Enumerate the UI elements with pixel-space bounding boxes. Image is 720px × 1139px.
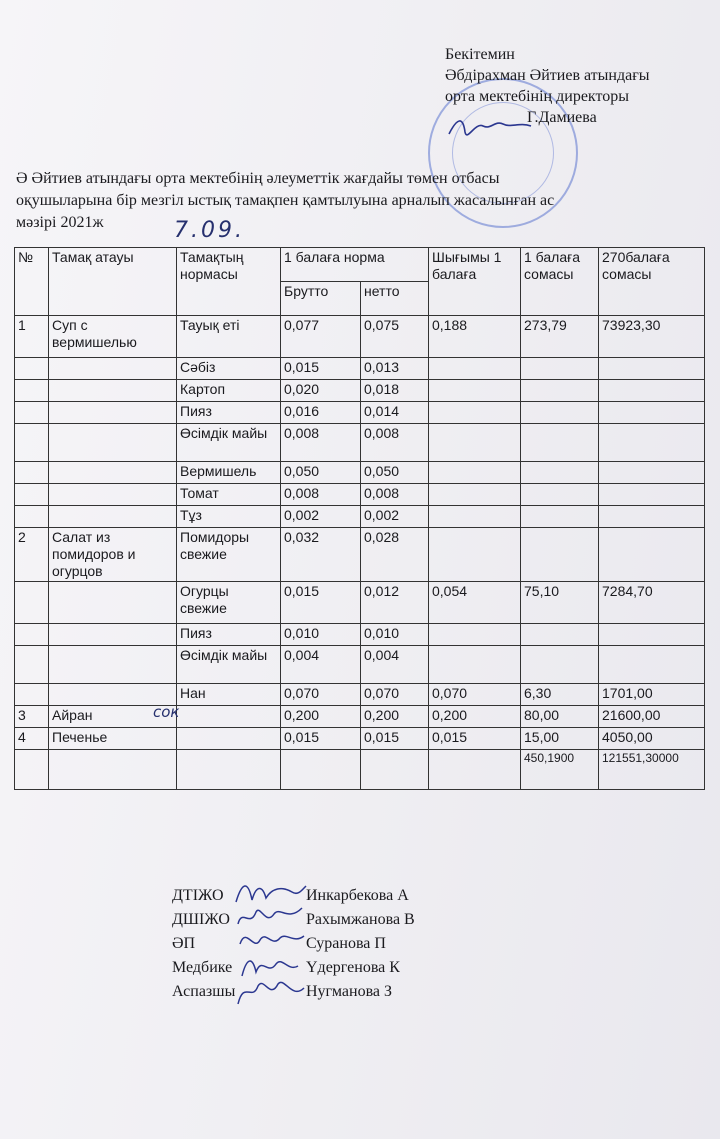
header-num: № [15, 248, 49, 316]
handwritten-note: сок [153, 703, 180, 721]
cell-dish [49, 380, 177, 402]
cell-dish: Айран сок [49, 706, 177, 728]
cell-num [15, 358, 49, 380]
header-per-child-cost: 1 балаға сомасы [521, 248, 599, 316]
cell-num [15, 750, 49, 790]
cell-netto: 0,014 [361, 402, 429, 424]
title-line-2: оқушыларына бір мезгіл ыстық тамақпен қамтылуына арналып жасалынған ас [16, 192, 555, 209]
header-brutto: Брутто [281, 282, 361, 316]
cell-cost270 [599, 506, 705, 528]
header-netto: нетто [361, 282, 429, 316]
cell-num: 4 [15, 728, 49, 750]
cell-cost270 [599, 528, 705, 582]
cell-yield: 0,200 [429, 706, 521, 728]
cell-dish: Салат из помидоров и огурцов [49, 528, 177, 582]
cell-cost270 [599, 424, 705, 462]
cell-cost270: 7284,70 [599, 582, 705, 624]
cell-netto: 0,200 [361, 706, 429, 728]
table-row [15, 484, 705, 506]
cell-num [15, 684, 49, 706]
cell-item: Өсімдік майы [177, 646, 281, 684]
cell-cost1 [521, 380, 599, 402]
cell-cost1: 15,00 [521, 728, 599, 750]
cell-cost1 [521, 528, 599, 582]
cell-num [15, 646, 49, 684]
cell-netto: 0,002 [361, 506, 429, 528]
cell-yield [429, 506, 521, 528]
table-row [15, 358, 705, 380]
table-row [15, 646, 705, 684]
cell-cost1 [521, 424, 599, 462]
cell-cost1: 273,79 [521, 316, 599, 358]
cell-cost270: 21600,00 [599, 706, 705, 728]
cell-item: Томат [177, 484, 281, 506]
cell-yield [429, 484, 521, 506]
cell-brutto: 0,077 [281, 316, 361, 358]
table-row [15, 316, 705, 358]
cell-dish [49, 506, 177, 528]
approval-line-2: Әбдірахман Әйтиев атындағы [445, 67, 650, 84]
cell-num [15, 380, 49, 402]
cell-cost270: 73923,30 [599, 316, 705, 358]
cell-cost1: 450,1900 [521, 750, 599, 790]
cell-brutto: 0,008 [281, 424, 361, 462]
cell-cost270 [599, 462, 705, 484]
cell-cost1 [521, 624, 599, 646]
table-row [15, 380, 705, 402]
cell-item: Пияз [177, 624, 281, 646]
menu-table [14, 247, 705, 790]
cell-yield: 0,070 [429, 684, 521, 706]
cell-cost1 [521, 484, 599, 506]
header-yield: Шығымы 1 балаға [429, 248, 521, 316]
cell-brutto: 0,016 [281, 402, 361, 424]
cell-cost270 [599, 380, 705, 402]
cell-brutto: 0,015 [281, 358, 361, 380]
header-per-child-norm: 1 балаға норма [281, 248, 429, 282]
cell-dish [49, 624, 177, 646]
cell-yield [429, 462, 521, 484]
table-row [15, 462, 705, 484]
cell-item: Картоп [177, 380, 281, 402]
signature-name: Үдергенова К [306, 959, 400, 976]
cell-item [177, 728, 281, 750]
cell-cost1 [521, 646, 599, 684]
cell-netto: 0,012 [361, 582, 429, 624]
director-name: Г.Дамиева [527, 109, 597, 126]
cell-brutto: 0,004 [281, 646, 361, 684]
cell-yield [429, 424, 521, 462]
cell-netto: 0,008 [361, 424, 429, 462]
cell-cost1 [521, 506, 599, 528]
cell-num [15, 484, 49, 506]
cell-num [15, 624, 49, 646]
cell-cost1: 75,10 [521, 582, 599, 624]
cell-netto: 0,070 [361, 684, 429, 706]
cell-cost1 [521, 358, 599, 380]
signature-role: Аспазшы [172, 983, 236, 1000]
cell-netto: 0,050 [361, 462, 429, 484]
table-row [15, 582, 705, 624]
cell-dish: Суп с вермишелью [49, 316, 177, 358]
approval-line-3: орта мектебінің директоры [445, 88, 630, 105]
cell-netto: 0,008 [361, 484, 429, 506]
cell-cost270 [599, 646, 705, 684]
cell-brutto: 0,050 [281, 462, 361, 484]
table-row [15, 528, 705, 582]
cell-item [177, 750, 281, 790]
table-row [15, 506, 705, 528]
cell-yield [429, 380, 521, 402]
signature-role: ДШІЖО [172, 911, 230, 928]
cell-dish [49, 358, 177, 380]
cell-num [15, 424, 49, 462]
cell-dish [49, 462, 177, 484]
cell-brutto: 0,200 [281, 706, 361, 728]
cell-num: 3 [15, 706, 49, 728]
cell-brutto: 0,020 [281, 380, 361, 402]
cell-num [15, 402, 49, 424]
title-line-1: Ә Әйтиев атындағы орта мектебінің әлеуметтік жағдайы төмен отбасы [16, 170, 500, 187]
cell-netto: 0,018 [361, 380, 429, 402]
cell-item: Пияз [177, 402, 281, 424]
cell-brutto: 0,015 [281, 728, 361, 750]
cell-brutto: 0,032 [281, 528, 361, 582]
cell-yield [429, 358, 521, 380]
table-row [15, 750, 705, 790]
header-norm: Тамақтың нормасы [177, 248, 281, 316]
cell-netto: 0,013 [361, 358, 429, 380]
cell-cost1: 80,00 [521, 706, 599, 728]
cell-cost270 [599, 624, 705, 646]
cell-dish [49, 402, 177, 424]
table-row [15, 728, 705, 750]
cell-netto: 0,004 [361, 646, 429, 684]
cell-item: Сәбіз [177, 358, 281, 380]
cell-brutto: 0,002 [281, 506, 361, 528]
director-signature [445, 112, 535, 146]
cell-yield: 0,015 [429, 728, 521, 750]
cell-netto: 0,010 [361, 624, 429, 646]
cell-yield [429, 624, 521, 646]
cell-netto: 0,015 [361, 728, 429, 750]
header-dish: Тамақ атауы [49, 248, 177, 316]
cell-yield [429, 750, 521, 790]
document-title [16, 168, 706, 243]
cell-netto: 0,028 [361, 528, 429, 582]
cell-num: 2 [15, 528, 49, 582]
cell-cost1: 6,30 [521, 684, 599, 706]
approval-line-1: Бекітемин [445, 46, 515, 63]
cell-cost270: 1701,00 [599, 684, 705, 706]
table-row [15, 424, 705, 462]
cell-item: Нан [177, 684, 281, 706]
cell-yield [429, 402, 521, 424]
cell-item: Өсімдік майы [177, 424, 281, 462]
signature-name: Нугманова З [306, 983, 393, 1000]
cell-yield: 0,188 [429, 316, 521, 358]
handwritten-signature [232, 970, 308, 1010]
cell-dish: Печенье [49, 728, 177, 750]
cell-num [15, 582, 49, 624]
cell-item: Вермишель [177, 462, 281, 484]
cell-yield [429, 528, 521, 582]
cell-num: 1 [15, 316, 49, 358]
cell-dish [49, 582, 177, 624]
cell-yield: 0,054 [429, 582, 521, 624]
cell-item [177, 706, 281, 728]
cell-cost270: 121551,30000 [599, 750, 705, 790]
cell-cost270 [599, 402, 705, 424]
cell-brutto [281, 750, 361, 790]
signature-name: Инкарбекова А [306, 887, 409, 904]
cell-dish [49, 750, 177, 790]
signature-role: ДТІЖО [172, 887, 224, 904]
cell-item: Тұз [177, 506, 281, 528]
signature-name: Рахымжанова В [306, 911, 415, 928]
header-total-cost: 270балаға сомасы [599, 248, 705, 316]
cell-dish [49, 484, 177, 506]
cell-brutto: 0,008 [281, 484, 361, 506]
table-row [15, 624, 705, 646]
cell-num [15, 462, 49, 484]
table-row [15, 684, 705, 706]
cell-item: Огурцы свежие [177, 582, 281, 624]
cell-yield [429, 646, 521, 684]
signature-role: Медбике [172, 959, 233, 976]
cell-cost1 [521, 462, 599, 484]
cell-brutto: 0,015 [281, 582, 361, 624]
signature-role: ӘП [172, 935, 196, 952]
signature-name: Суранова П [306, 935, 386, 952]
cell-cost1 [521, 402, 599, 424]
table-row [15, 706, 705, 728]
cell-brutto: 0,070 [281, 684, 361, 706]
cell-dish [49, 424, 177, 462]
title-line-3: мәзірі 2021ж [16, 214, 104, 231]
handwritten-date: 7.09. [174, 218, 245, 243]
cell-netto [361, 750, 429, 790]
cell-netto: 0,075 [361, 316, 429, 358]
table-row [15, 402, 705, 424]
cell-cost270 [599, 484, 705, 506]
cell-num [15, 506, 49, 528]
cell-cost270 [599, 358, 705, 380]
cell-dish [49, 646, 177, 684]
cell-cost270: 4050,00 [599, 728, 705, 750]
cell-item: Тауық еті [177, 316, 281, 358]
cell-item: Помидоры свежие [177, 528, 281, 582]
cell-brutto: 0,010 [281, 624, 361, 646]
